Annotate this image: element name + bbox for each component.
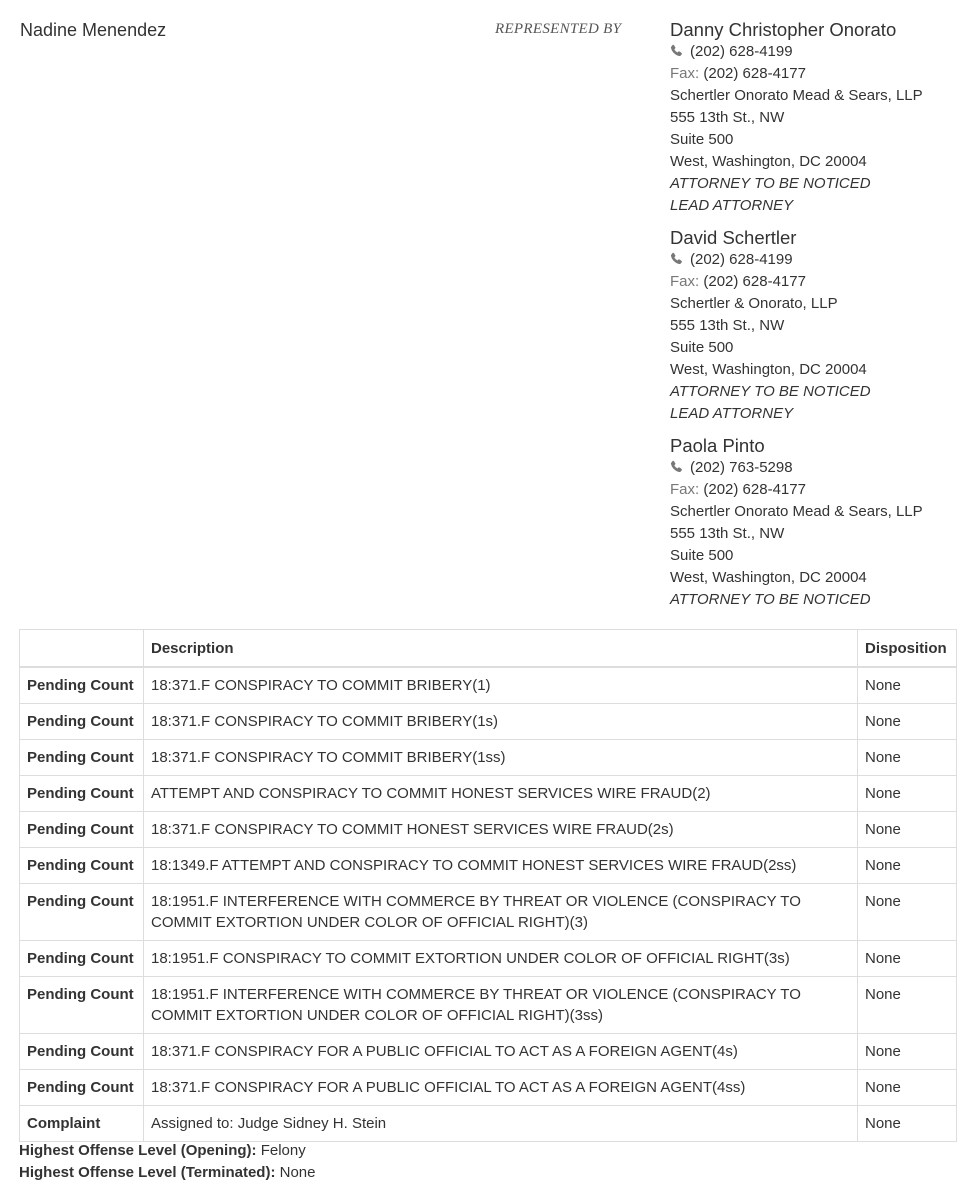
charge-description: 18:1349.F ATTEMPT AND CONSPIRACY TO COMMIT HONEST SERVICES WIRE FRAUD(2ss) [144,848,858,884]
phone-icon [670,44,683,57]
offense-level-terminated-value: None [279,1164,316,1181]
charge-disposition: None [858,941,957,977]
table-row [20,941,957,977]
charge-disposition: None [858,667,957,704]
charge-disposition: None [858,1106,957,1142]
table-header-row [20,630,957,668]
attorney-name: David Schertler [670,227,797,248]
charge-disposition: None [858,740,957,776]
charge-disposition: None [858,1070,957,1106]
attorney-city: West, Washington, DC 20004 [670,361,867,378]
table-row [20,812,957,848]
charge-type: Pending Count [20,977,144,1034]
attorney-list [670,19,960,621]
charge-description: ATTEMPT AND CONSPIRACY TO COMMIT HONEST SERVICES WIRE FRAUD(2) [144,776,858,812]
attorney-entry [670,227,960,425]
attorney-entry [670,435,960,611]
attorney-suite: Suite 500 [670,339,734,356]
charge-type: Pending Count [20,667,144,704]
charge-disposition: None [858,812,957,848]
attorney-city: West, Washington, DC 20004 [670,153,867,170]
attorney-designation: ATTORNEY TO BE NOTICED [670,591,871,608]
offense-level-summary [19,1140,315,1184]
attorney-entry [670,19,960,217]
attorney-suite: Suite 500 [670,547,734,564]
table-row [20,1034,957,1070]
phone-icon [670,252,683,265]
table-row [20,740,957,776]
charge-type: Pending Count [20,1034,144,1070]
charge-disposition: None [858,1034,957,1070]
table-row [20,1106,957,1142]
charge-type: Pending Count [20,740,144,776]
charge-disposition: None [858,977,957,1034]
attorney-designation: ATTORNEY TO BE NOTICED [670,383,871,400]
charge-description: 18:371.F CONSPIRACY TO COMMIT BRIBERY(1ss) [144,740,858,776]
offense-level-terminated [19,1162,315,1184]
phone-icon [670,460,683,473]
offense-level-opening [19,1140,315,1162]
charge-disposition: None [858,884,957,941]
attorney-city: West, Washington, DC 20004 [670,569,867,586]
attorney-designation: LEAD ATTORNEY [670,405,794,422]
charge-description: 18:371.F CONSPIRACY FOR A PUBLIC OFFICIAL TO ACT AS A FOREIGN AGENT(4ss) [144,1070,858,1106]
charge-description: 18:1951.F CONSPIRACY TO COMMIT EXTORTION UNDER COLOR OF OFFICIAL RIGHT(3s) [144,941,858,977]
attorney-fax: (202) 628-4177 [703,65,806,82]
attorney-fax: (202) 628-4177 [703,481,806,498]
charge-type: Pending Count [20,884,144,941]
charge-type: Pending Count [20,1070,144,1106]
column-header-disposition: Disposition [858,630,957,668]
attorney-phone: (202) 628-4199 [690,43,793,60]
fax-label: Fax: [670,65,700,82]
attorney-phone: (202) 628-4199 [690,251,793,268]
attorney-phone-line [670,41,960,63]
charge-disposition: None [858,704,957,740]
attorney-phone: (202) 763-5298 [690,459,793,476]
charge-description: Assigned to: Judge Sidney H. Stein [144,1106,858,1142]
offense-level-terminated-label: Highest Offense Level (Terminated): [19,1164,276,1181]
attorney-designation: ATTORNEY TO BE NOTICED [670,175,871,192]
offense-level-opening-value: Felony [260,1142,306,1159]
attorney-firm: Schertler & Onorato, LLP [670,295,838,312]
charges-table [19,629,957,1142]
attorney-fax-line [670,479,960,501]
charge-type: Pending Count [20,941,144,977]
charge-description: 18:1951.F INTERFERENCE WITH COMMERCE BY THREAT OR VIOLENCE (CONSPIRACY TO COMMIT EXTORTION UNDER COLOR OF OFFICIAL RIGHT)(3ss) [144,977,858,1034]
charge-type: Pending Count [20,704,144,740]
attorney-phone-line [670,249,960,271]
attorney-street: 555 13th St., NW [670,109,785,126]
fax-label: Fax: [670,481,700,498]
attorney-phone-line [670,457,960,479]
attorney-name: Danny Christopher Onorato [670,19,897,40]
table-row [20,667,957,704]
party-name: Nadine Menendez [20,20,167,40]
attorney-fax: (202) 628-4177 [703,273,806,290]
table-row [20,704,957,740]
charge-description: 18:371.F CONSPIRACY FOR A PUBLIC OFFICIAL TO ACT AS A FOREIGN AGENT(4s) [144,1034,858,1070]
charge-type: Pending Count [20,848,144,884]
charge-disposition: None [858,848,957,884]
charge-type: Pending Count [20,776,144,812]
attorney-fax-line [670,271,960,293]
charge-description: 18:371.F CONSPIRACY TO COMMIT HONEST SERVICES WIRE FRAUD(2s) [144,812,858,848]
attorney-street: 555 13th St., NW [670,525,785,542]
attorney-name: Paola Pinto [670,435,765,456]
charge-disposition: None [858,776,957,812]
attorney-firm: Schertler Onorato Mead & Sears, LLP [670,87,923,104]
table-row [20,1070,957,1106]
attorney-street: 555 13th St., NW [670,317,785,334]
charge-type: Pending Count [20,812,144,848]
column-header-type [20,630,144,668]
attorney-suite: Suite 500 [670,131,734,148]
charge-description: 18:1951.F INTERFERENCE WITH COMMERCE BY THREAT OR VIOLENCE (CONSPIRACY TO COMMIT EXTORTION UNDER COLOR OF OFFICIAL RIGHT)(3) [144,884,858,941]
charge-description: 18:371.F CONSPIRACY TO COMMIT BRIBERY(1s) [144,704,858,740]
represented-by-label: REPRESENTED BY [495,21,622,37]
table-row [20,977,957,1034]
attorney-firm: Schertler Onorato Mead & Sears, LLP [670,503,923,520]
charge-description: 18:371.F CONSPIRACY TO COMMIT BRIBERY(1) [144,667,858,704]
column-header-description: Description [144,630,858,668]
table-row [20,848,957,884]
charge-type: Complaint [20,1106,144,1142]
table-row [20,776,957,812]
table-row [20,884,957,941]
attorney-fax-line [670,63,960,85]
offense-level-opening-label: Highest Offense Level (Opening): [19,1142,257,1159]
fax-label: Fax: [670,273,700,290]
attorney-designation: LEAD ATTORNEY [670,197,794,214]
